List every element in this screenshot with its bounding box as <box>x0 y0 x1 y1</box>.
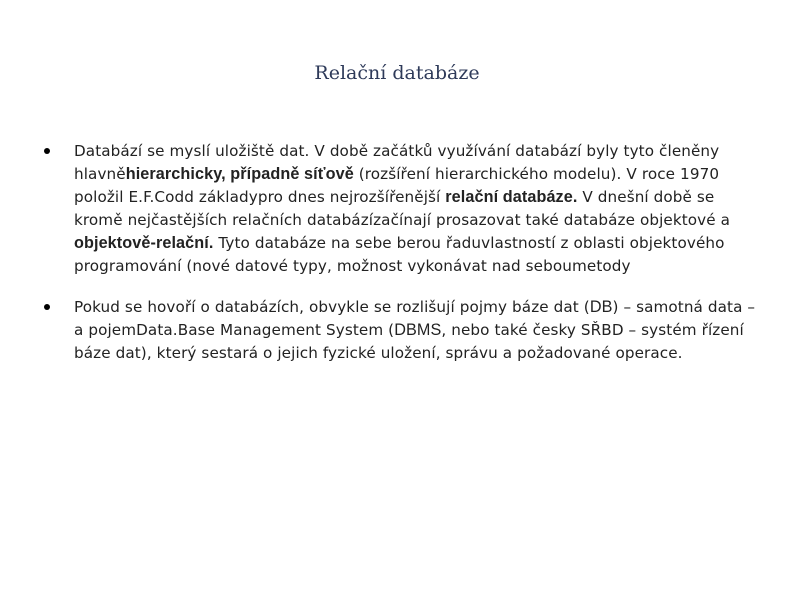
text-segment: Databází se myslí uložiště dat. V době začátků využívání databází byly tyto členěny hlavně <box>74 142 720 183</box>
bullet-item-dbms <box>44 296 756 365</box>
text-segment: V dnešní době se kromě nejčastějších relačních databázízačínají prosazovat také databáze objektové a <box>74 188 731 229</box>
text-segment: ) – samotná data – a pojem <box>74 298 756 339</box>
bullet-item-databases <box>44 140 756 278</box>
emphasis-relational: relační databáze. <box>445 188 578 206</box>
emphasis-hierarchical: hierarchicky, případně síťově <box>125 165 354 183</box>
text-segment: Tyto databáze na sebe berou řaduvlastností z oblasti objektového programování (nové datové typy, možnost vykonávat nad seboumetody <box>74 234 725 275</box>
emphasis-object-relational: objektově-relační. <box>74 234 214 252</box>
term-db: DB <box>589 298 613 316</box>
bullet-list <box>44 140 756 383</box>
slide-title: Relační databáze <box>314 62 480 84</box>
text-segment: , nebo také česky SŘBD – systém řízení báze dat), který sestará o jejich fyzické uložení, správu a požadované operace. <box>74 321 744 362</box>
term-dbms: DBMS <box>394 321 442 339</box>
text-segment: Data.Base Management System ( <box>136 321 395 339</box>
text-segment: Pokud se hovoří o databázích, obvykle se rozlišují pojmy báze dat ( <box>74 298 590 316</box>
bullet-dot-icon <box>44 148 50 154</box>
text-segment: (rozšíření hierarchického modelu). V roce 1970 položil E.F.Codd základypro dnes nejrozšířenější <box>74 165 720 206</box>
bullet-dot-icon <box>44 304 50 310</box>
